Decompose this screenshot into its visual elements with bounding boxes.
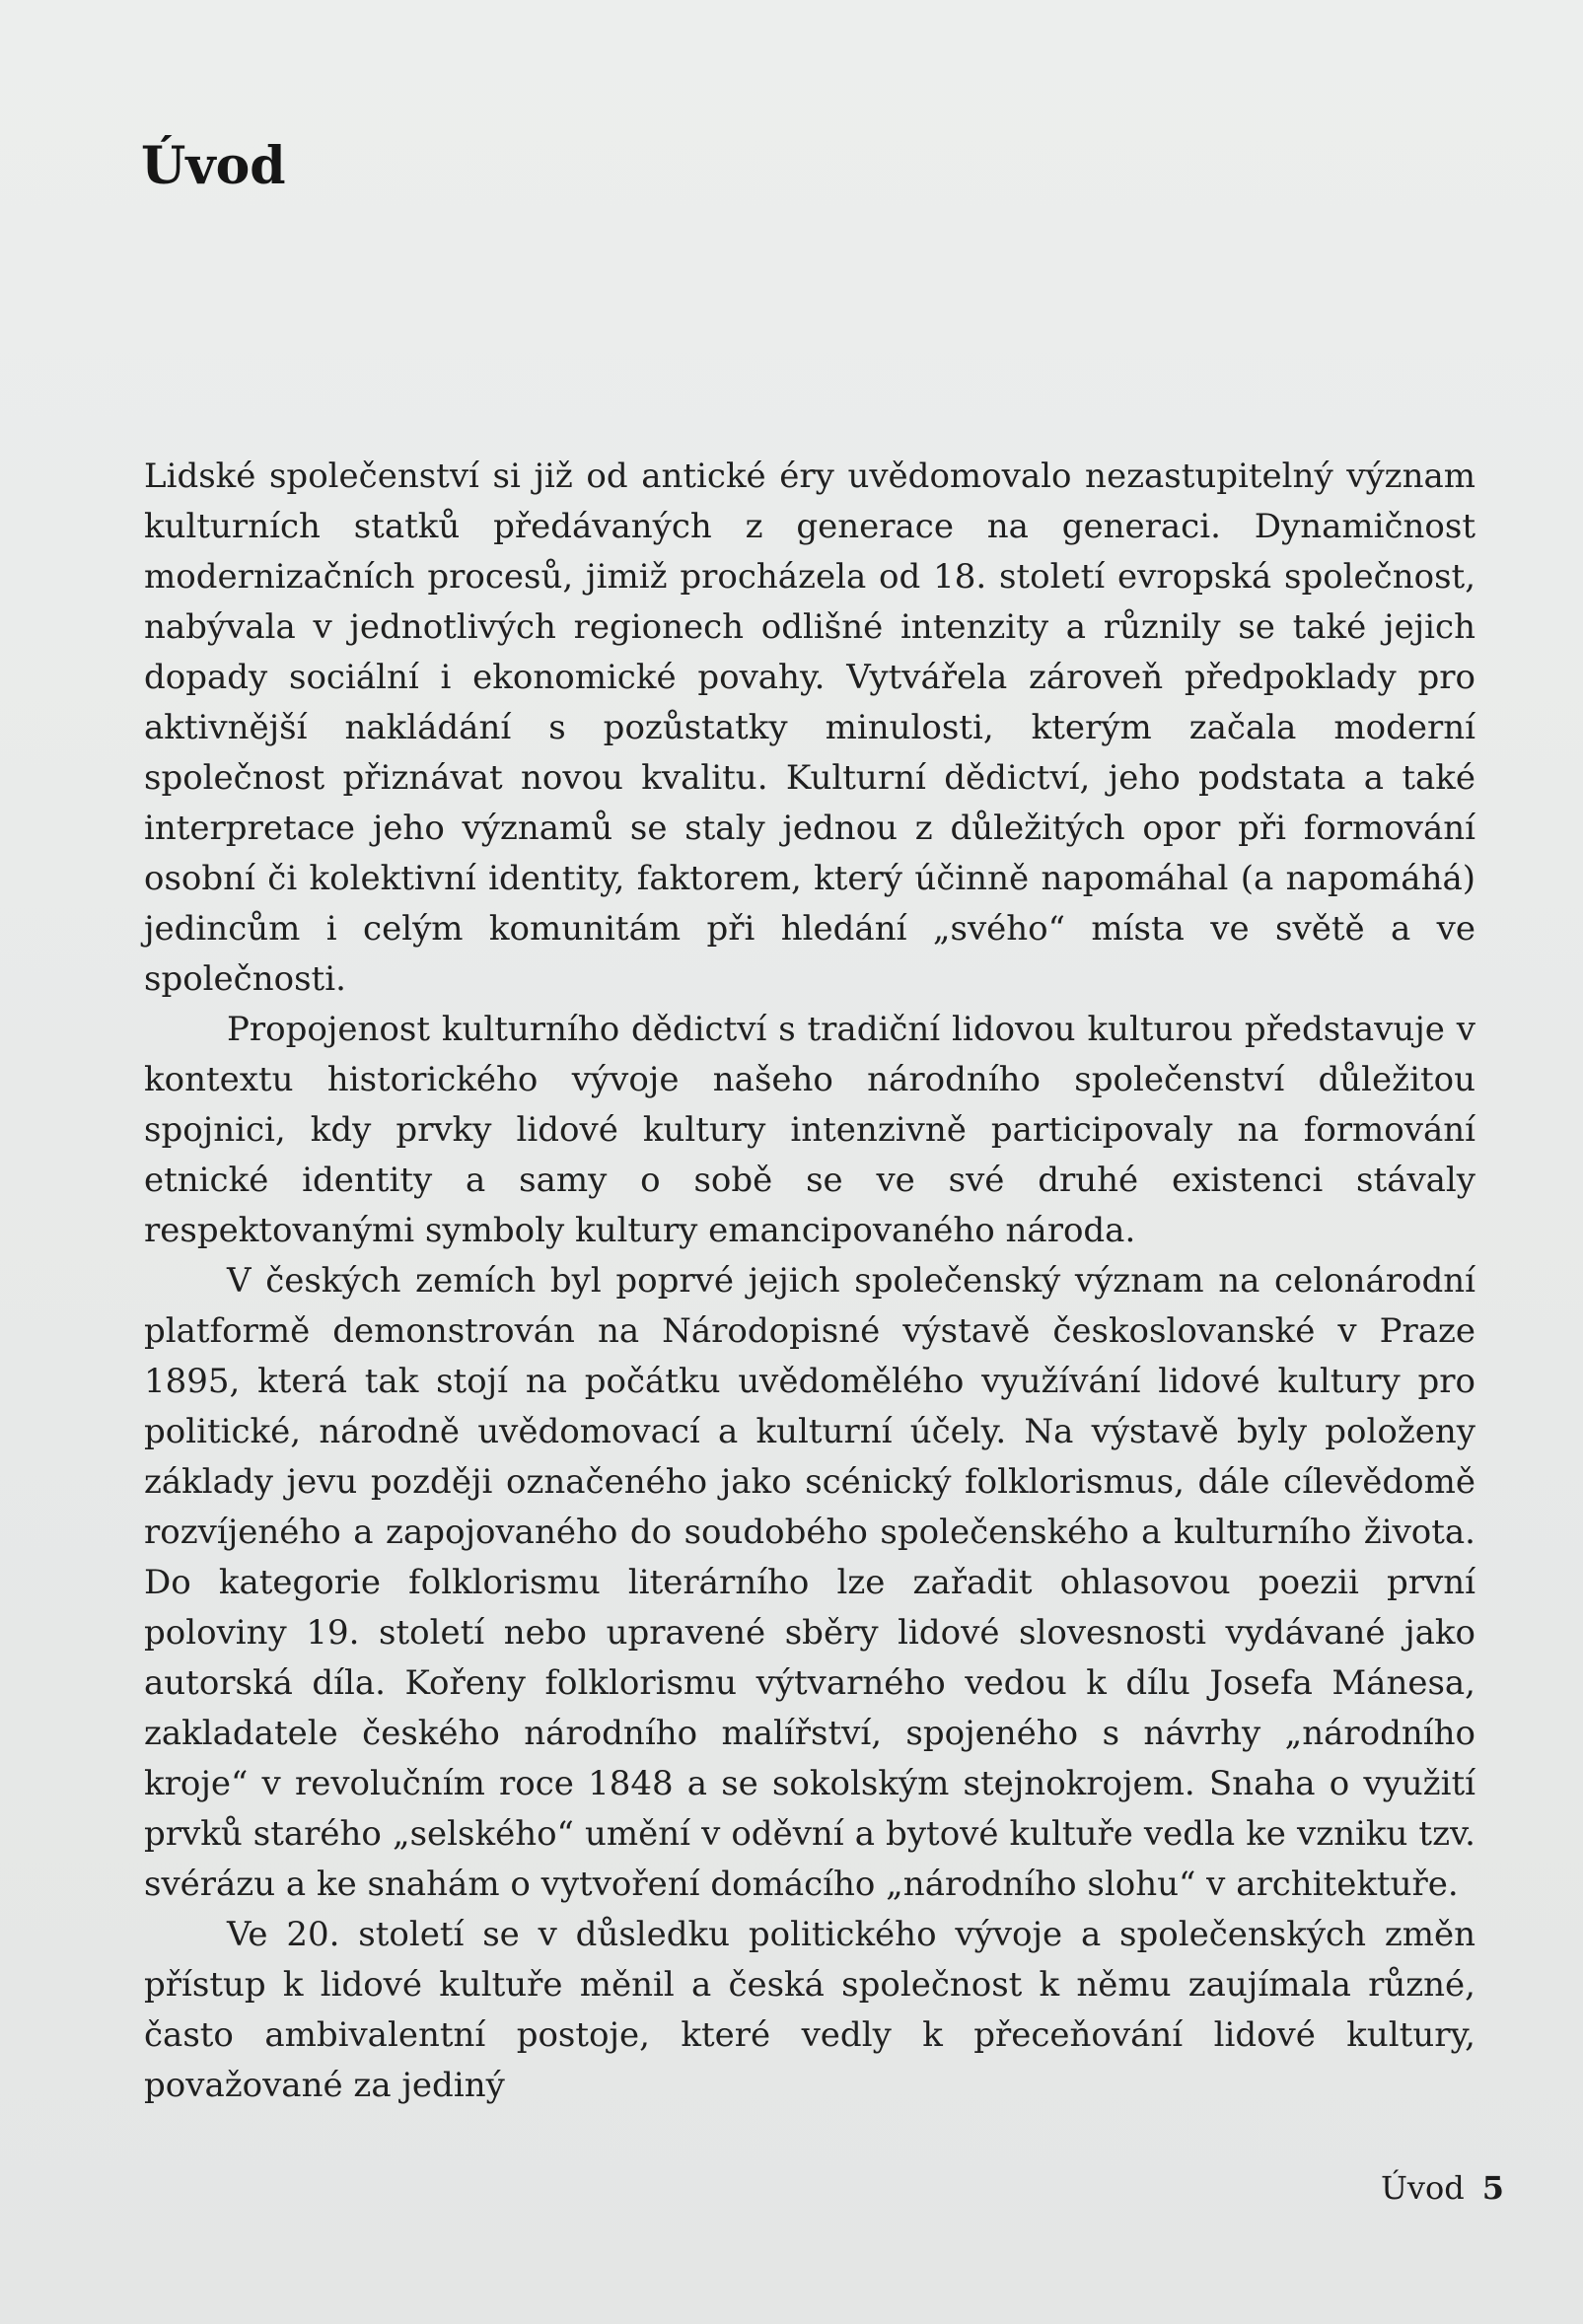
paragraph-1: Lidské společenství si již od antické éry uvědomovalo nezastupitelný význam kulturních statků předávaných z generace na generaci. Dynamičnost modernizačních procesů, jimiž procházela od 18. století evropská společnost, nabývala v jednotlivých regionech odlišné intenzity a různily se také jejich dopady sociální i ekonomické povahy. Vytvářela zároveň předpoklady pro aktivnější nakládání s pozůstatky minulosti, kterým začala moderní společnost přiznávat novou kvalitu. Kulturní dědictví, jeho podstata a také interpretace jeho významů se staly jednou z důležitých opor při formování osobní či kolektivní identity, faktorem, který účinně napomáhal (a napomáhá) jedincům i celým komunitám při hledání „svého“ místa ve světě a ve společnosti. [144, 457, 1475, 999]
paragraph-2: Propojenost kulturního dědictví s tradiční lidovou kulturou představuje v kontextu historického vývoje našeho národního společenství důležitou spojnici, kdy prvky lidové kultury intenzivně participovaly na formování etnické identity a samy o sobě se ve své druhé existenci stávaly respektovanými symboly kultury emancipovaného národa. [144, 1010, 1475, 1250]
running-head: Úvod [1380, 2169, 1465, 2207]
paragraph-4: Ve 20. století se v důsledku politického vývoje a společenských změn přístup k lidové kultuře měnil a česká společnost k němu zaujímala různé, často ambivalentní postoje, které vedly k přeceňování lidové kultury, považované za jediný [144, 1915, 1475, 2105]
page-footer [1381, 2169, 1504, 2207]
paragraph-3: V českých zemích byl poprvé jejich společenský význam na celonárodní platformě demonstrován na Národopisné výstavě českoslovanské v Praze 1895, která tak stojí na počátku uvědomělého využívání lidové kultury pro politické, národně uvědomovací a kulturní účely. Na výstavě byly položeny základy jevu později označeného jako scénický folklorismus, dále cílevědomě rozvíjeného a zapojovaného do soudobého společenského a kulturního života. Do kategorie folklorismu literárního lze zařadit ohlasovou poezii první poloviny 19. století nebo upravené sběry lidové slovesnosti vydávané jako autorská díla. Kořeny folklorismu výtvarného vedou k dílu Josefa Mánesa, zakladatele českého národního malířství, spojeného s návrhy „národního kroje“ v revolučním roce 1848 a se sokolským stejnokrojem. Snaha o využití prvků starého „selského“ umění v oděvní a bytové kultuře vedla ke vzniku tzv. svérázu a ke snahám o vytvoření domácího „národního slohu“ v architektuře. [144, 1261, 1475, 1904]
chapter-heading: Úvod [141, 136, 286, 196]
chapter-body [144, 452, 1475, 2111]
page-number: 5 [1481, 2169, 1504, 2207]
